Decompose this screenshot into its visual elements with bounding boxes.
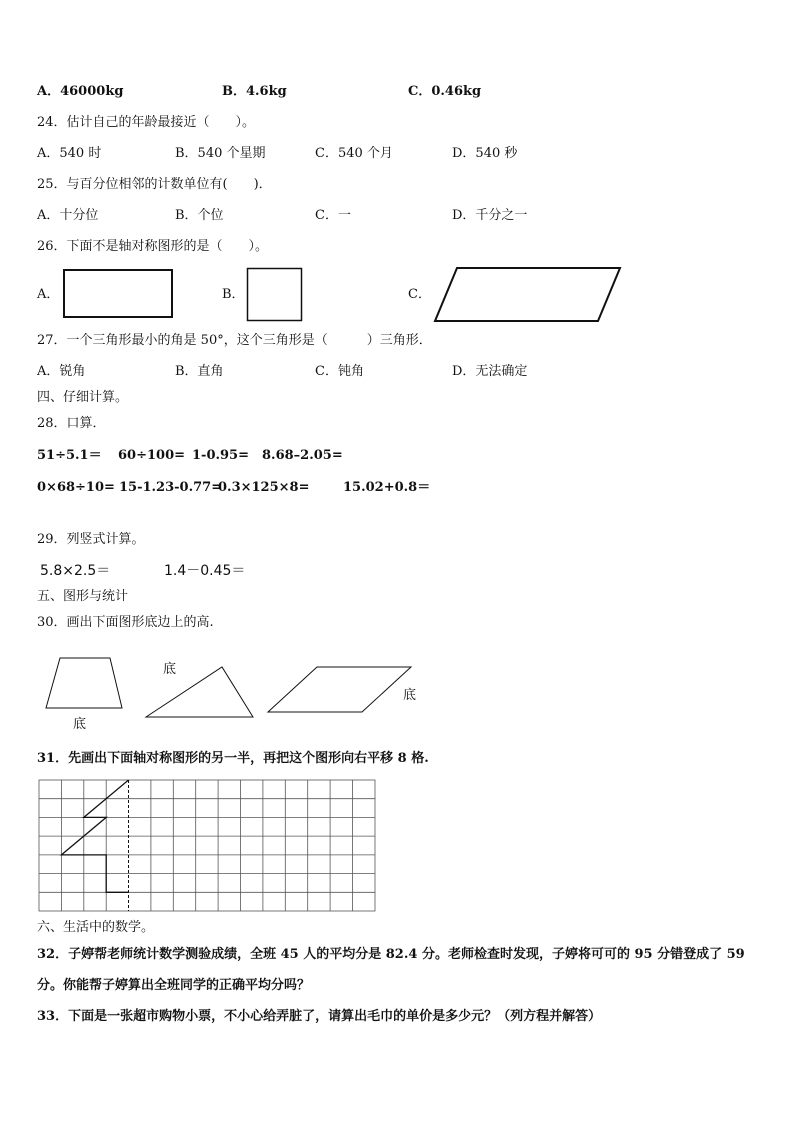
q30-triangle-base-label: 底	[163, 662, 177, 677]
q24-question: 24．估计自己的年龄最接近（ ）。	[37, 115, 256, 130]
q30-trapezoid	[40, 650, 130, 712]
q26-option-c-parallelogram	[432, 265, 624, 325]
q26-option-b-label: B．	[222, 287, 245, 302]
q33-question: 33．下面是一张超市购物小票，不小心给弄脏了，请算出毛巾的单价是多少元？（列方程并解答）	[37, 1009, 602, 1024]
q25-option-c: C．一	[315, 208, 351, 223]
q25-question: 25．与百分位相邻的计数单位有( )．	[37, 177, 272, 192]
q25-option-a: A．十分位	[37, 208, 99, 223]
q30-parallelogram-base-label: 底	[403, 688, 417, 703]
q30-trapezoid-base-label: 底	[73, 717, 87, 732]
q29-expr: 1.4－0.45＝	[164, 563, 246, 579]
q28-expr: 15-1.23-0.77=	[119, 480, 223, 495]
q23-option-b: B．4.6kg	[222, 84, 287, 99]
q23-option-c: C．0.46kg	[408, 84, 482, 99]
q26-option-a-rectangle	[62, 268, 174, 320]
q30-question: 30．画出下面图形底边上的高.	[37, 615, 214, 630]
q25-option-b: B．个位	[175, 208, 224, 223]
q27-question: 27．一个三角形最小的角是 50°，这个三角形是（ ）三角形．	[37, 333, 432, 348]
q31-question: 31．先画出下面轴对称图形的另一半，再把这个图形向右平移 8 格.	[37, 751, 429, 766]
q28-expr: 0.3×125×8=	[218, 480, 310, 495]
q24-option-b: B．540 个星期	[175, 146, 266, 161]
q28-question: 28．口算．	[37, 416, 106, 431]
q29-expr: 5.8×2.5＝	[40, 563, 111, 579]
q28-expr: 15.02+0.8＝	[343, 480, 431, 495]
q26-option-a-label: A．	[37, 287, 60, 302]
q27-option-d: D．无法确定	[452, 364, 528, 379]
q32-question-line-2: 分。你能帮子婷算出全班同学的正确平均分吗？	[37, 978, 311, 993]
q26-option-c-label: C．	[408, 287, 431, 302]
q27-option-a: A．锐角	[37, 364, 86, 379]
q31-grid	[38, 779, 378, 913]
section-6-heading: 六、生活中的数学。	[37, 920, 155, 935]
q30-triangle	[140, 660, 260, 722]
q30-parallelogram	[262, 662, 417, 718]
q25-option-d: D．千分之一	[452, 208, 528, 223]
q27-option-c: C．钝角	[315, 364, 364, 379]
q28-expr: 60÷100=	[118, 448, 186, 463]
q24-option-a: A．540 时	[37, 146, 102, 161]
q26-option-b-rectangle	[246, 267, 304, 323]
q32-question-line-1: 32．子婷帮老师统计数学测验成绩，全班 45 人的平均分是 82.4 分。老师检查时发现，子婷将可可的 95 分错登成了 59	[37, 947, 745, 962]
q23-option-a: A．46000kg	[37, 84, 124, 99]
section-5-heading: 五、图形与统计	[37, 589, 129, 604]
q29-question: 29．列竖式计算。	[37, 532, 145, 547]
q28-expr: 8.68–2.05=	[262, 448, 343, 463]
q28-expr: 0×68÷10=	[37, 480, 115, 495]
q27-option-b: B．直角	[175, 364, 224, 379]
q28-expr: 51÷5.1＝	[37, 448, 102, 463]
section-4-heading: 四、仔细计算。	[37, 390, 129, 405]
q28-expr: 1-0.95=	[192, 448, 249, 463]
q24-option-d: D．540 秒	[452, 146, 518, 161]
q24-option-c: C．540 个月	[315, 146, 393, 161]
q26-question: 26．下面不是轴对称图形的是（ ）。	[37, 239, 269, 254]
